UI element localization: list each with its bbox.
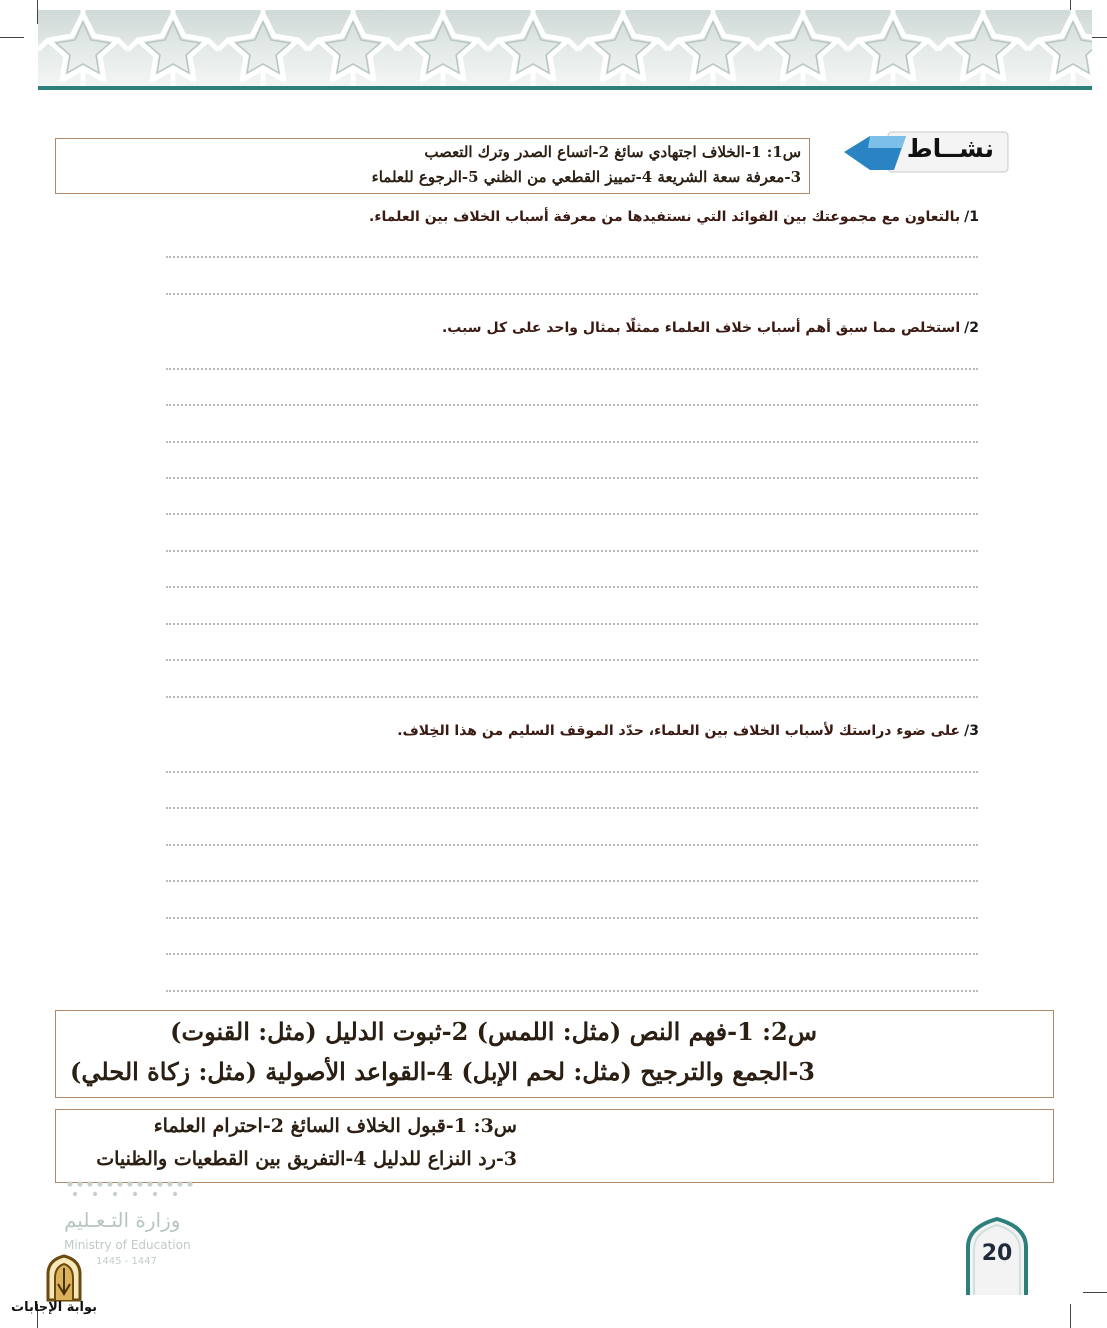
answer-box-1 (55, 138, 810, 194)
answer-line (166, 953, 978, 955)
answer-line (166, 513, 978, 515)
header-accent-bar (38, 86, 1092, 90)
question-2 (442, 320, 979, 336)
question-3-number: 3/ (964, 723, 979, 739)
answer-line (166, 990, 978, 992)
answer-3-line-2: 3-رد النزاع للدليل 4-التفريق بين القطعيات والظنيات (96, 1148, 517, 1170)
page-number: 20 (981, 1241, 1013, 1266)
ministry-name-english: Ministry of Education (64, 1238, 191, 1252)
activity-title: نشــاط (906, 134, 994, 163)
page-number-badge (966, 1217, 1028, 1295)
answer-line (166, 441, 978, 443)
answer-line (166, 293, 978, 295)
answer-box-2 (55, 1010, 1054, 1098)
answer-line (166, 844, 978, 846)
crop-mark (1083, 1292, 1107, 1293)
answer-2-line-2: 3-الجمع والترجيح (مثل: لحم الإبل) 4-القواعد الأصولية (مثل: زكاة الحلي) (70, 1057, 815, 1086)
answer-line (166, 880, 978, 882)
answer-2-line-1: س2: 1-فهم النص (مثل: اللمس) 2-ثبوت الدليل (مثل: القنوت) (170, 1017, 817, 1046)
question-2-text: استخلص مما سبق أهم أسباب خلاف العلماء ممثلًا بمثال واحد على كل سبب. (441, 320, 961, 336)
answer-line (166, 917, 978, 919)
answer-box-3 (55, 1109, 1054, 1183)
answer-line (166, 659, 978, 661)
answer-line (166, 807, 978, 809)
brand-label: بوابة الإجابات (11, 1300, 97, 1315)
ministry-logo-icon (64, 1176, 200, 1202)
answer-line (166, 586, 978, 588)
header-banner (38, 10, 1092, 90)
answer-1-line-2: 3-معرفة سعة الشريعة 4-تمييز القطعي من الظني 5-الرجوع للعلماء (371, 168, 801, 186)
answer-line (166, 404, 978, 406)
answer-line (166, 256, 978, 258)
question-1-text: بالتعاون مع مجموعتك بين الفوائد التي نستفيدها من معرفة أسباب الخلاف بين العلماء. (369, 209, 961, 225)
ministry-name-arabic: وزارة التـعـليم (64, 1208, 181, 1232)
crop-mark (1070, 1304, 1071, 1328)
answer-line (166, 550, 978, 552)
answer-1-line-1: س1: 1-الخلاف اجتهادي سائغ 2-اتساع الصدر وترك التعصب (424, 143, 801, 161)
question-3-text: على ضوء دراستك لأسباب الخلاف بين العلماء، حدّد الموقف السليم من هذا الخِلاف. (397, 723, 961, 739)
geometric-pattern-icon (38, 10, 1092, 90)
question-3 (397, 723, 979, 739)
answer-line (166, 696, 978, 698)
question-1-number: 1/ (964, 209, 979, 225)
activity-tab (842, 128, 1012, 176)
question-2-number: 2/ (964, 320, 979, 336)
answer-3-line-1: س3: 1-قبول الخلاف السائغ 2-احترام العلماء (153, 1115, 517, 1137)
question-1 (369, 209, 979, 225)
answers-gate-logo-icon (40, 1254, 88, 1302)
answer-line (166, 623, 978, 625)
answer-line (166, 771, 978, 773)
answer-line (166, 477, 978, 479)
ministry-year: 1445 - 1447 (96, 1256, 157, 1267)
answer-line (166, 368, 978, 370)
crop-mark (0, 37, 24, 38)
